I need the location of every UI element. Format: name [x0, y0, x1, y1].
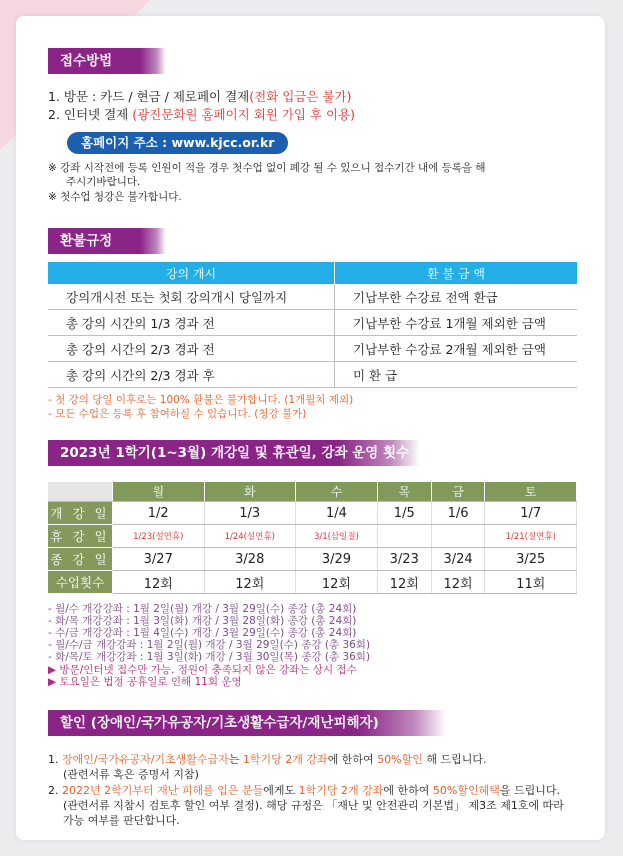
end-date-cell: 3/29 — [296, 548, 378, 571]
discount-text: 해 드립니다. — [422, 753, 487, 766]
discount-text: 는 — [228, 753, 243, 766]
reception-note-2: ※ 첫수업 청강은 불가합니다. — [48, 191, 182, 203]
day-header-mon: 월 — [113, 482, 205, 502]
row-label-start: 개 강 일 — [48, 502, 113, 525]
holiday-cell: 1/21(설연휴) — [485, 525, 577, 548]
refund-period-cell: 총 강의 시간의 1/3 경과 전 — [48, 310, 335, 336]
discount-limit: 1학기당 2개 강좌 — [298, 784, 384, 797]
discount-text: 에 한하여 — [383, 784, 433, 797]
refund-note-2: - 모든 수업은 등록 후 참여하실 수 있습니다. (청강 불가) — [48, 408, 307, 420]
table-row — [48, 310, 577, 336]
start-date-cell: 1/2 — [113, 502, 205, 525]
holiday-cell: 1/24(설연휴) — [204, 525, 296, 548]
discount-item-1-num: 1. — [48, 753, 62, 766]
table-row — [48, 525, 577, 548]
end-date-cell: 3/27 — [113, 548, 205, 571]
refund-title: 환불규정 — [60, 233, 113, 249]
class-count-cell: 12회 — [431, 571, 485, 594]
schedule-notice-2: ▶ 토요일은 법정 공휴일로 인해 11회 운영 — [48, 676, 242, 688]
table-row — [48, 362, 577, 388]
refund-amount-cell: 기납부한 수강료 1개월 제외한 금액 — [335, 310, 578, 336]
refund-note-1: - 첫 강의 당일 이후로는 100% 환불은 불가합니다. (1개월치 제외) — [48, 394, 354, 406]
discount-item-2-num: 2. — [48, 784, 62, 797]
holiday-cell — [377, 525, 431, 548]
discount-text: 에 한하여 — [327, 753, 378, 766]
schedule-note: - 월/수 개강강좌 : 1월 2일(월) 개강 / 3월 29일(수) 종강 (총 24회) — [48, 603, 357, 615]
day-header-thu: 목 — [377, 482, 431, 502]
start-date-cell: 1/5 — [377, 502, 431, 525]
reception-header — [48, 48, 166, 74]
table-row — [48, 502, 577, 525]
start-date-cell: 1/7 — [485, 502, 577, 525]
end-date-cell: 3/28 — [204, 548, 296, 571]
end-date-cell: 3/23 — [377, 548, 431, 571]
refund-col-amount: 환 불 금 액 — [335, 262, 578, 284]
row-label-count: 수업횟수 — [48, 571, 113, 594]
schedule-corner-cell — [48, 482, 113, 502]
row-label-end: 종 강 일 — [48, 548, 113, 571]
table-row — [48, 571, 577, 594]
schedule-note: - 수/금 개강강좌 : 1월 4일(수) 개강 / 3월 29일(수) 종강 (총 24회) — [48, 627, 357, 639]
end-date-cell: 3/25 — [485, 548, 577, 571]
reception-item-2-note: (광진문화원 홈페이지 회원 가입 후 이용) — [132, 107, 356, 122]
reception-item-2-text: 2. 인터넷 결제 — [48, 107, 133, 122]
class-count-cell: 12회 — [204, 571, 296, 594]
refund-table — [48, 262, 577, 388]
holiday-cell: 1/23(설연휴) — [113, 525, 205, 548]
homepage-link[interactable] — [67, 132, 288, 154]
discount-text: 을 드립니다. — [499, 784, 560, 797]
table-row — [48, 336, 577, 362]
refund-period-cell: 강의개시전 또는 첫회 강의개시 당일까지 — [48, 284, 335, 310]
table-row — [48, 548, 577, 571]
schedule-header — [48, 440, 420, 466]
day-header-wed: 수 — [296, 482, 378, 502]
table-row — [48, 284, 577, 310]
start-date-cell: 1/4 — [296, 502, 378, 525]
start-date-cell: 1/3 — [204, 502, 296, 525]
refund-period-cell: 총 강의 시간의 2/3 경과 후 — [48, 362, 335, 388]
discount-item-2-cont: (관련서류 지참시 검토후 할인 여부 결정). 해당 규정은 「재난 및 안전관리 기본법」 제3조 제1호에 따라 — [63, 799, 564, 812]
discount-header — [48, 710, 446, 736]
discount-item-1-cont: (관련서류 혹은 증명서 지참) — [63, 768, 199, 781]
discount-target: 장애인/국가유공자/기초생활수급자 — [62, 753, 229, 766]
refund-amount-cell: 기납부한 수강료 2개월 제외한 금액 — [335, 336, 578, 362]
day-header-sat: 토 — [485, 482, 577, 502]
day-header-tue: 화 — [204, 482, 296, 502]
reception-title: 접수방법 — [60, 53, 113, 69]
schedule-notice-1: ▶ 방문/인터넷 접수만 가능. 정원이 충족되지 않은 강좌는 상시 접수 — [48, 664, 357, 676]
discount-item-1 — [48, 752, 487, 768]
discount-title: 할인 (장애인/국가유공자/기초생활수급자/재난피해자) — [60, 715, 379, 731]
refund-col-period: 강의 개시 — [48, 262, 335, 284]
discount-rate: 50%할인 — [377, 753, 423, 766]
reception-item-1-note: (전화 입금은 불가) — [249, 89, 352, 104]
day-header-fri: 금 — [431, 482, 485, 502]
refund-header — [48, 228, 166, 254]
start-date-cell: 1/6 — [431, 502, 485, 525]
homepage-link-label: 홈페이지 주소 : www.kjcc.or.kr — [81, 135, 275, 150]
reception-item-1 — [48, 89, 351, 105]
holiday-cell: 3/1(삼일절) — [296, 525, 378, 548]
schedule-title: 2023년 1학기(1~3월) 개강일 및 휴관일, 강좌 운영 횟수 — [60, 445, 410, 461]
class-count-cell: 11회 — [485, 571, 577, 594]
discount-limit: 1학기당 2개 강좌 — [242, 753, 328, 766]
schedule-table — [48, 482, 577, 594]
reception-item-1-text: 1. 방문 : 카드 / 현금 / 제로페이 결제 — [48, 89, 250, 104]
row-label-holiday: 휴 강 일 — [48, 525, 113, 548]
schedule-note: - 월/수/금 개강강좌 : 1월 2일(월) 개강 / 3월 29일(수) 종강 (총 36회) — [48, 639, 371, 651]
discount-item-2-cont: 가능 여부를 판단합니다. — [63, 814, 180, 827]
discount-rate: 50%할인혜택 — [432, 784, 500, 797]
schedule-note: - 화/목 개강강좌 : 1월 3일(화) 개강 / 3월 28일(화) 종강 (총 24회) — [48, 615, 357, 627]
refund-period-cell: 총 강의 시간의 2/3 경과 전 — [48, 336, 335, 362]
reception-item-2 — [48, 107, 355, 123]
schedule-note: - 화/목/토 개강강좌 : 1월 3일(화) 개강 / 3월 30일(목) 종강 (총 36회) — [48, 651, 371, 663]
class-count-cell: 12회 — [377, 571, 431, 594]
class-count-cell: 12회 — [113, 571, 205, 594]
discount-target: 2022년 2학기부터 재난 피해를 입은 분들 — [62, 784, 264, 797]
holiday-cell — [431, 525, 485, 548]
refund-amount-cell: 미 환 급 — [335, 362, 578, 388]
reception-note-1: ※ 강좌 시작전에 등록 인원이 적을 경우 첫수업 없이 폐강 될 수 있으니 접수기간 내에 등록을 해 — [48, 162, 486, 174]
discount-text: 에게도 — [263, 784, 299, 797]
discount-item-2 — [48, 783, 560, 799]
reception-note-1-cont: 주시기바랍니다. — [66, 176, 141, 188]
end-date-cell: 3/24 — [431, 548, 485, 571]
class-count-cell: 12회 — [296, 571, 378, 594]
refund-amount-cell: 기납부한 수강료 전액 환급 — [335, 284, 578, 310]
